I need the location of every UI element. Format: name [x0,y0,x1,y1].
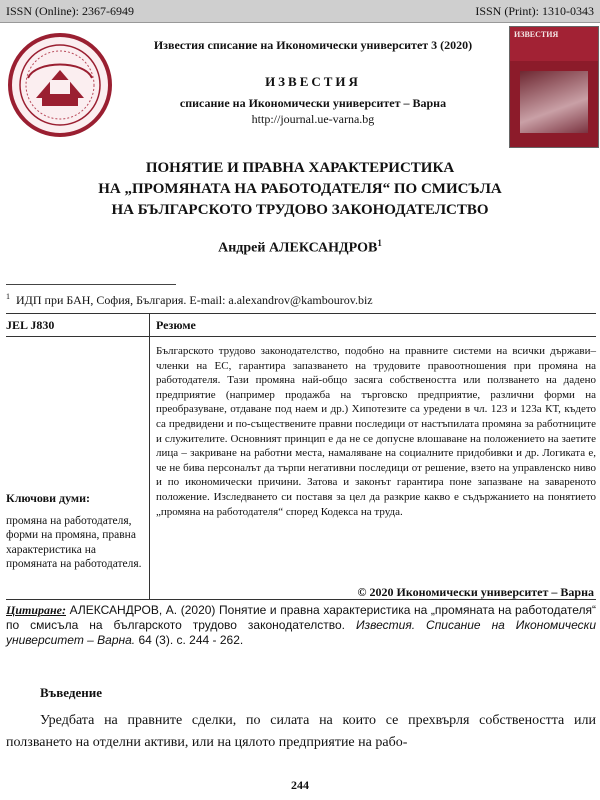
box-column-rule [149,313,150,599]
intro-paragraph: Уредбата на правните сделки, по силата на които се прехвърля собствеността или ползването на отделни активи, или на цялото предприятие на рабо- [6,713,596,750]
cover-title: ИЗВЕСТИЯ [514,30,559,39]
footnote-text: ИДП при БАН, София, България. E-mail: a.alexandrov@kambourov.biz [16,293,373,307]
citation-block [6,603,596,648]
box-top-rule [6,313,596,314]
keywords-heading: Ключови думи: [6,491,91,505]
abstract-heading: Резюме [156,318,196,332]
keywords-text: промяна на работодателя, форми на промяна, правна характеристика на промяната на работодателя. [6,515,142,570]
journal-subtitle: списание на Икономически университет – Варна [179,96,447,110]
journal-name: ИЗВЕСТИЯ [265,74,361,89]
author-footnote [6,292,373,308]
issn-online: ISSN (Online): 2367-6949 [6,4,134,18]
cover-picture [520,71,588,133]
journal-cover-image [509,26,599,148]
title-line-1: ПОНЯТИЕ И ПРАВНА ХАРАКТЕРИСТИКА [145,160,455,176]
footnote-divider [6,284,176,285]
author-name: Андрей АЛЕКСАНДРОВ [218,240,378,256]
journal-issue-line: Известия списание на Икономически университет 3 (2020) [153,38,473,52]
intro-heading: Въведение [40,685,102,700]
abstract-text: Българското трудово законодателство, подобно на правните системи на всички държави–членки на ЕС, гарантира запазването на трудовите правоотношения при промяна на работодателя. Тази промяна най-общо засяга собствеността или ползването на дадено предприятие (например продажба на търговско предприятие, различни форми на преобразуване, отдаване под наем и др.) Хипотезите са уредени в чл. 123 и 123а КТ, където са предвидени и по-съществените правни последици от настъпилата промяна за работниците и служителите. Основният принцип е да не се допусне влошаване на положението на заетите лица – закриване на работни места, намаляване на социалните придобивки и др. Логиката е, че не бива персоналът да търпи негативни последици от решение, взето на управленско ниво и по икономически причини. Затова и законът гарантира поне запазване на завареното положение. Изследването си поставя за цел да разкрие какво е съдържанието на понятието „промяна на работодателя“ според Кодекса на труда. [156,345,596,518]
article-author [0,238,600,257]
jel-code: JEL J830 [6,318,55,332]
footnote-mark: 1 [6,292,10,301]
copyright-line: © 2020 Икономически университет – Варна [357,585,594,599]
citation-journal: Известия. Списание на Икономически университет – Варна. [6,618,596,647]
issn-bar [0,0,600,23]
author-footnote-mark: 1 [377,238,382,248]
journal-url[interactable]: http://journal.ue-varna.bg [251,112,375,126]
page-number: 244 [291,778,309,792]
title-line-2: НА „ПРОМЯНАТА НА РАБОТОДАТЕЛЯ“ ПО СМИСЪЛА [98,181,502,197]
citation-volume: 64 (3). с. 244 - 262. [135,633,244,647]
citation-text: АЛЕКСАНДРОВ, А. (2020) Понятие и правна характеристика на „промяната на работодателя“ по смисъла на българското трудово законодателство. [6,603,596,632]
issn-print: ISSN (Print): 1310-0343 [475,4,594,18]
box-header-rule [6,336,596,337]
university-logo-icon [6,30,114,140]
article-title [40,158,560,221]
title-line-3: НА БЪЛГАРСКОТО ТРУДОВО ЗАКОНОДАТЕЛСТВО [111,202,489,218]
citation-label: Цитиране: [6,603,66,617]
